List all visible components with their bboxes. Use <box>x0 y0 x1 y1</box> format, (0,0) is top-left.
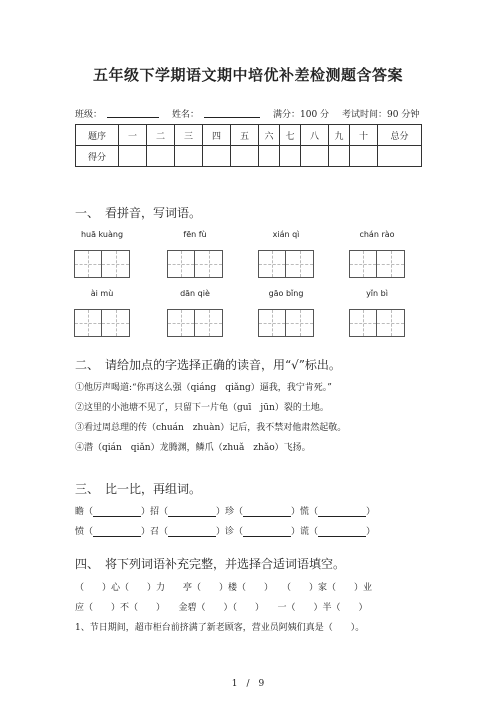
question-line: ②这里的小池塘不见了，只留下一片龟（guī jūn）裂的土地。 <box>75 403 329 413</box>
section4-heading: 四、 将下列词语补充完整，并选择合适词语填空。 <box>75 557 346 571</box>
score-cell[interactable] <box>378 146 422 167</box>
question-line: ④潜（qián qiǎn）龙腾渊，鳞爪（zhuǎ zhǎo）飞扬。 <box>75 443 311 453</box>
compare-char: ） <box>366 527 376 537</box>
score-cell[interactable] <box>350 146 378 167</box>
compare-char: ）谎（ <box>291 527 319 537</box>
score-cell[interactable] <box>231 146 259 167</box>
section3-heading: 三、 比一比，再组词。 <box>75 482 202 496</box>
header-cell: 四 <box>203 125 231 146</box>
score-cell[interactable] <box>175 146 203 167</box>
header-cell: 八 <box>301 125 329 146</box>
score-cell[interactable] <box>329 146 350 167</box>
score-cell[interactable] <box>301 146 329 167</box>
name-label: 姓名： <box>172 110 200 120</box>
score-value-row <box>76 146 422 167</box>
write-box[interactable] <box>349 309 405 337</box>
pinyin: fēn fù <box>183 230 207 239</box>
write-box[interactable] <box>74 250 130 278</box>
fill-line: （ ）心（ ）力 亭（ ）楼（ ） （ ）家（ ）业 <box>75 583 373 593</box>
compare-char: ）珍（ <box>216 507 244 517</box>
header-cell: 一 <box>119 125 147 146</box>
score-cell[interactable] <box>203 146 231 167</box>
compare-char: ）慌（ <box>291 507 319 517</box>
compare-row <box>75 524 375 537</box>
pinyin: gāo bǐng <box>268 289 304 298</box>
compare-row <box>75 504 375 517</box>
time-label: 考试时间：90 分钟 <box>342 110 420 120</box>
pinyin: dān qiè <box>180 289 210 298</box>
score-table <box>75 124 422 167</box>
write-box[interactable] <box>258 250 314 278</box>
compare-char: ）招（ <box>141 507 169 517</box>
section1-heading: 一、 看拼音，写词语。 <box>75 206 202 220</box>
class-blank <box>107 107 159 118</box>
compare-char: 愤（ <box>75 527 94 537</box>
header-cell: 十 <box>350 125 378 146</box>
pinyin: xián qì <box>272 230 300 239</box>
write-box[interactable] <box>258 309 314 337</box>
name-blank <box>204 107 260 118</box>
page-number: 1 / 9 <box>231 679 265 689</box>
score-cell[interactable] <box>119 146 147 167</box>
header-cell: 三 <box>175 125 203 146</box>
header-cell: 二 <box>147 125 175 146</box>
header-cell: 总分 <box>378 125 422 146</box>
question-line: ①他厉声喝道:“你再这么强（qiáng qiǎng）逼我，我宁肯死。” <box>75 383 332 393</box>
class-label: 班级： <box>75 110 103 120</box>
score-cell[interactable] <box>147 146 175 167</box>
header-cell: 七 <box>280 125 301 146</box>
compare-char: ）诊（ <box>216 527 244 537</box>
page-title: 五年级下学期语文期中培优补差检测题含答案 <box>92 66 403 84</box>
header-cell: 题序 <box>76 125 119 146</box>
write-box[interactable] <box>167 309 223 337</box>
score-label: 满分：100 分 <box>273 110 330 120</box>
fill-line: 应（ ）不（ ） 金碧（ ）（ ） 一（ ）半（ ） <box>75 603 368 613</box>
pinyin: huā kuàng <box>80 230 124 239</box>
compare-char: ） <box>366 507 376 517</box>
write-box[interactable] <box>74 309 130 337</box>
pinyin: ài mù <box>90 289 114 298</box>
compare-char: 瞻（ <box>75 507 94 517</box>
header-cell: 五 <box>231 125 259 146</box>
pinyin: chán rào <box>359 230 395 239</box>
write-box[interactable] <box>349 250 405 278</box>
score-cell[interactable] <box>259 146 280 167</box>
score-cell[interactable] <box>280 146 301 167</box>
fill-line: 1、节日期间，超市柜台前挤满了新老顾客，营业员阿姨们真是（ ）。 <box>75 623 365 633</box>
header-cell: 六 <box>259 125 280 146</box>
pinyin: yǐn bì <box>366 289 388 298</box>
header-cell: 九 <box>329 125 350 146</box>
row-label: 得分 <box>76 146 119 167</box>
compare-char: ）召（ <box>141 527 169 537</box>
score-header-row <box>76 125 422 146</box>
question-line: ③看过周总理的传（chuán zhuàn）记后，我不禁对他肃然起敬。 <box>75 423 347 433</box>
write-box[interactable] <box>167 250 223 278</box>
section2-heading: 二、 请给加点的字选择正确的读音，用“√”标出。 <box>75 358 341 372</box>
